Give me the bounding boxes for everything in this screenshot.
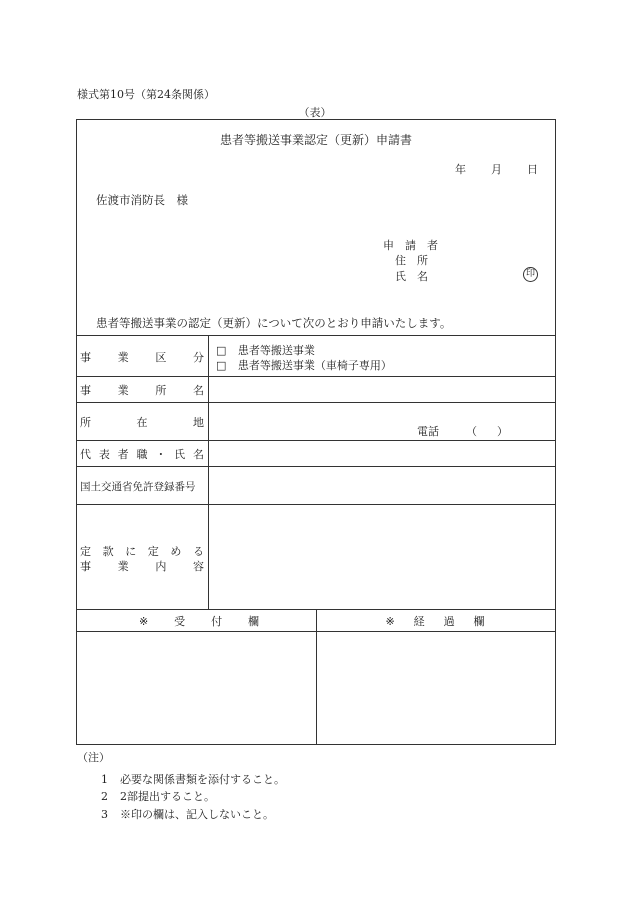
- addressee: 佐渡市消防長 様: [96, 193, 188, 207]
- divider-representative: [76, 466, 556, 467]
- checkbox-icon[interactable]: □: [216, 344, 227, 357]
- articles-label-line-1: 定 款 に 定 め る: [80, 545, 204, 558]
- form-number: 様式第10号（第24条関係）: [77, 88, 215, 101]
- date-month: 月: [491, 163, 502, 176]
- divider-business-name: [76, 402, 556, 403]
- business-name-label: 事 業 所 名: [80, 384, 204, 397]
- progress-section-header: ※ 経 過 欄: [385, 614, 485, 628]
- application-statement: 患者等搬送事業の認定（更新）について次のとおり申請いたします。: [96, 316, 452, 330]
- option-label: 患者等搬送事業: [237, 344, 315, 357]
- applicant-label: 申 請 者: [383, 239, 438, 252]
- registry-label: 国土交通省免許登録番号: [80, 481, 196, 493]
- representative-label: 代 表 者 職 ・ 氏 名: [80, 448, 204, 461]
- divider-header: [76, 335, 556, 336]
- form-title: 患者等搬送事業認定（更新）申請書: [219, 133, 412, 147]
- business-category-label: 事 業 区 分: [80, 351, 204, 364]
- label-column-divider: [208, 335, 209, 609]
- divider-location: [76, 440, 556, 441]
- option-wheelchair-transport[interactable]: [216, 357, 392, 373]
- side-label: （表）: [298, 106, 332, 119]
- option-patient-transport[interactable]: [216, 342, 315, 358]
- option-label: 患者等搬送事業（車椅子専用）: [237, 359, 392, 372]
- notes-title: （注）: [77, 751, 110, 764]
- phone-label: 電話: [417, 425, 439, 438]
- date-year: 年: [455, 163, 466, 176]
- checkbox-icon[interactable]: □: [216, 359, 227, 372]
- phone-close-paren: ）: [497, 425, 508, 438]
- location-label: 所 在 地: [80, 416, 204, 429]
- reception-section-header: ※ 受 付 欄: [138, 614, 259, 628]
- note-item: 2 2部提出すること。: [101, 790, 215, 803]
- articles-label-line-2: 事 業 内 容: [80, 560, 204, 573]
- note-item: 1 必要な関係書類を添付すること。: [101, 773, 285, 786]
- divider-category: [76, 376, 556, 377]
- phone-open-paren: （: [466, 425, 477, 438]
- address-label: 住 所: [395, 254, 428, 267]
- note-item: 3 ※印の欄は、記入しないこと。: [101, 808, 274, 821]
- date-day: 日: [527, 163, 538, 176]
- name-label: 氏 名: [395, 270, 428, 283]
- divider-registry: [76, 504, 556, 505]
- seal-mark: 印: [523, 267, 538, 282]
- official-column-divider: [316, 609, 317, 745]
